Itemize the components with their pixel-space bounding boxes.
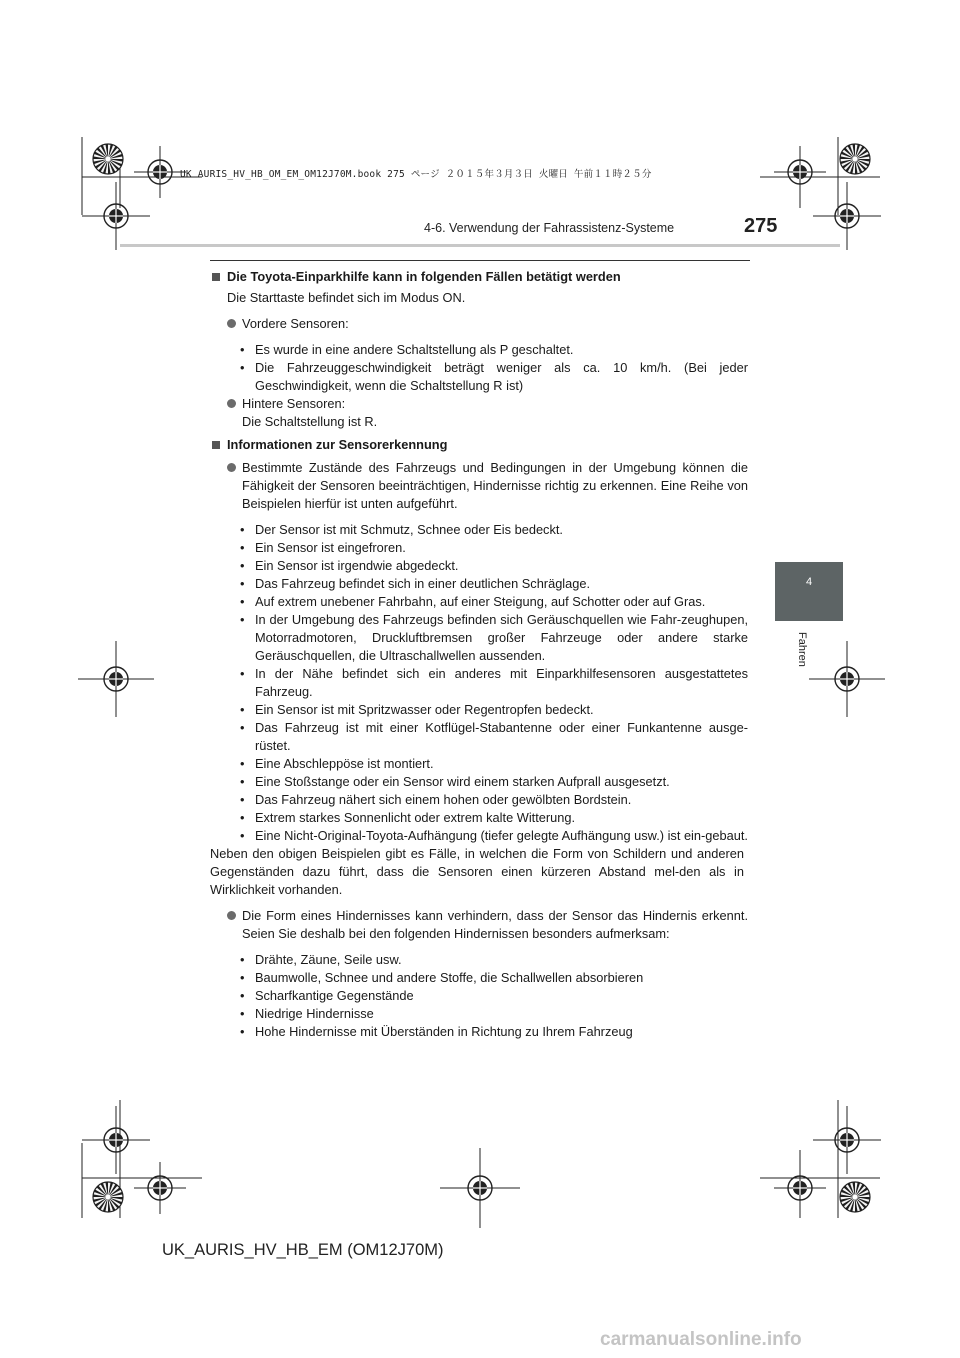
registration-mark	[134, 146, 186, 198]
star-target-icon	[840, 1182, 870, 1212]
registration-mark	[813, 1106, 881, 1174]
list-item: • Hohe Hindernisse mit Überständen in Richtung zu Ihrem Fahrzeug	[210, 1023, 748, 1041]
registration-mark	[774, 1162, 826, 1214]
section-title: 4-6. Verwendung der Fahrassistenz-Systeme	[424, 221, 675, 235]
list-item: • In der Umgebung des Fahrzeugs befinden sich Geräuschquellen wie Fahr-zeughupen, Motorradmotoren, Druckluftbremsen großer Fahrzeuge oder andere starke Geräuschquellen, die Ultraschallwellen aussenden.	[210, 611, 748, 665]
dot-item-obstacle-shape: Die Form eines Hindernisses kann verhindern, dass der Sensor das Hindernis erkennt. Seien Sie deshalb bei den folgenden Hindernissen besonders aufmerksam:	[210, 907, 748, 943]
detection-examples	[210, 521, 748, 845]
watermark[interactable]: carmanualsonline.info	[600, 1329, 802, 1350]
registration-mark	[134, 1162, 186, 1214]
dot-bullet-icon	[227, 463, 236, 472]
list-item: • Es wurde in eine andere Schaltstellung als P geschaltet.	[210, 341, 748, 359]
dot-item-conditions: Bestimmte Zustände des Fahrzeugs und Bedingungen in der Umgebung können die Fähigkeit der Sensoren beeinträchtigen, Hindernisse richtig zu erkennen. Eine Reihe von Beispielen hierfür ist unten aufgeführt.	[210, 459, 748, 513]
dot-bullet-icon	[227, 319, 236, 328]
registration-mark	[82, 182, 150, 250]
list-item: • Niedrige Hindernisse	[210, 1005, 748, 1023]
list-item: • Drähte, Zäune, Seile usw.	[210, 951, 748, 969]
list-item: • Das Fahrzeug nähert sich einem hohen oder gewölbten Bordstein.	[210, 791, 748, 809]
dot-item-rear-sensors: Hintere Sensoren: Die Schaltstellung ist R.	[210, 395, 748, 431]
dot-bullet-icon	[227, 911, 236, 920]
registration-mark	[774, 146, 826, 198]
chapter-label-box	[796, 632, 810, 682]
chapter-label: Fahren	[796, 632, 808, 667]
chapter-number: 4	[805, 576, 813, 588]
document-code: UK_AURIS_HV_HB_EM (OM12J70M)	[162, 1241, 444, 1259]
list-item: • Ein Sensor ist eingefroren.	[210, 539, 748, 557]
list-item: • Das Fahrzeug ist mit einer Kotflügel-Stabantenne oder einer Funkantenne ausge-rüstet.	[210, 719, 748, 755]
list-item: • Eine Nicht-Original-Toyota-Aufhängung (tiefer gelegte Aufhängung usw.) ist ein-gebaut.	[210, 827, 748, 845]
note-paragraph: Neben den obigen Beispielen gibt es Fälle, in welchen die Form von Schildern und anderen Gegenständen dazu führt, dass die Sensoren einen kürzeren Abstand mel-den als in Wirklichkeit vorhanden.	[210, 846, 744, 897]
page-number: 275	[744, 215, 778, 237]
star-target-icon	[93, 1182, 123, 1212]
square-bullet-icon	[212, 441, 220, 449]
obstacle-examples	[210, 951, 748, 1041]
header-divider	[120, 244, 840, 247]
heading-sensor-detection: Informationen zur Sensorerkennung	[210, 436, 748, 454]
registration-mark	[82, 1106, 150, 1174]
list-item: • Auf extrem unebener Fahrbahn, auf einer Steigung, auf Schotter oder auf Gras.	[210, 593, 748, 611]
star-target-icon	[93, 144, 123, 174]
list-item: • Scharfkantige Gegenstände	[210, 987, 748, 1005]
list-item: • Baumwolle, Schnee und andere Stoffe, die Schallwellen absorbieren	[210, 969, 748, 987]
registration-mark	[78, 641, 154, 717]
registration-mark	[440, 1148, 520, 1228]
book-info-line: UK AURIS_HV_HB_OM_EM_OM12J70M.book 275 ページ ２０１５年３月３日 火曜日 午前１１時２５分	[180, 169, 652, 180]
paragraph: Die Starttaste befindet sich im Modus ON.	[227, 290, 466, 305]
page-content	[210, 268, 748, 1041]
list-item: • Eine Stoßstange oder ein Sensor wird einem starken Aufprall ausgesetzt.	[210, 773, 748, 791]
square-bullet-icon	[212, 273, 220, 281]
registration-mark	[809, 641, 885, 717]
chapter-tab	[775, 562, 843, 621]
list-item: • Das Fahrzeug befindet sich in einer deutlichen Schräglage.	[210, 575, 748, 593]
dot-item-front-sensors: Vordere Sensoren:	[210, 315, 748, 333]
list-item: • In der Nähe befindet sich ein anderes mit Einparkhilfesensoren ausgestattetes Fahrzeug.	[210, 665, 748, 701]
front-sensor-conditions	[210, 341, 748, 395]
content-rule	[210, 260, 750, 261]
list-item: • Ein Sensor ist mit Spritzwasser oder Regentropfen bedeckt.	[210, 701, 748, 719]
heading-einparkhilfe: Die Toyota-Einparkhilfe kann in folgenden Fällen betätigt werden	[210, 268, 748, 286]
list-item: • Der Sensor ist mit Schmutz, Schnee oder Eis bedeckt.	[210, 521, 748, 539]
list-item: • Eine Abschleppöse ist montiert.	[210, 755, 748, 773]
dot-bullet-icon	[227, 399, 236, 408]
list-item: • Die Fahrzeuggeschwindigkeit beträgt weniger als ca. 10 km/h. (Bei jeder Geschwindigkeit, wenn die Schaltstellung R ist)	[210, 359, 748, 395]
star-target-icon	[840, 144, 870, 174]
list-item: • Ein Sensor ist irgendwie abgedeckt.	[210, 557, 748, 575]
list-item: • Extrem starkes Sonnenlicht oder extrem kalte Witterung.	[210, 809, 748, 827]
registration-mark	[813, 182, 881, 250]
